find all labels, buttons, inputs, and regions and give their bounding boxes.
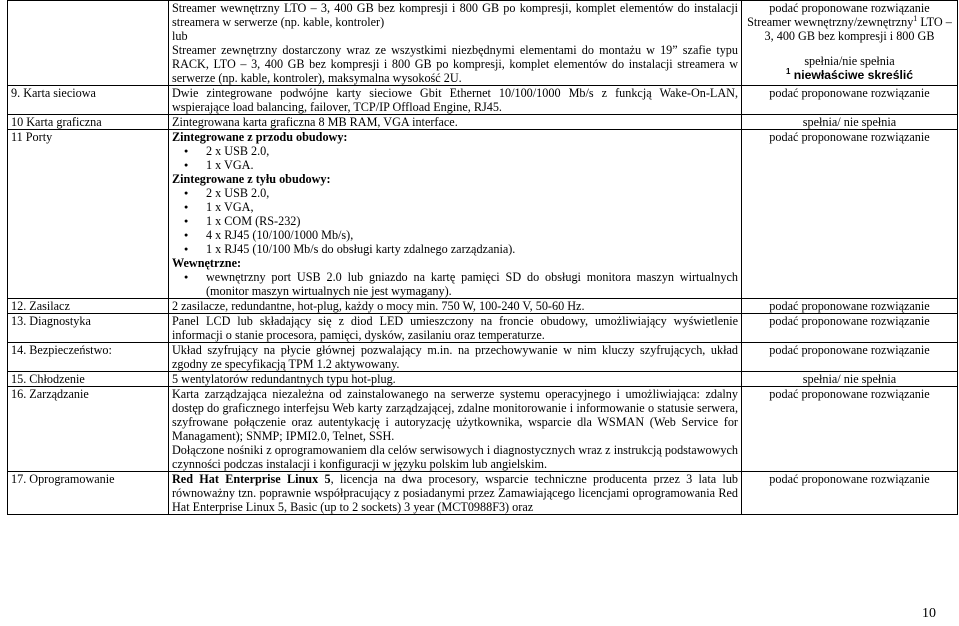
row-description: [169, 472, 742, 515]
list-item: ● wewnętrzny port USB 2.0 lub gniazdo na kartę pamięci SD do obsługi monitora maszyn wirtualnych (monitor maszyn wirtualnych nie jest wymagany).: [194, 270, 738, 298]
table-row: [8, 472, 958, 515]
row-answer: [742, 1, 958, 86]
row-answer: podać proponowane rozwiązanie: [742, 86, 958, 115]
row-label: 15. Chłodzenie: [8, 372, 169, 387]
description-text: Karta zarządzająca niezależna od zainstalowanego na serwerze systemu operacyjnego i umożliwiająca: zdalny dostęp do graficznego interfejsu Web karty zarządzającej, zdalne monitorowanie i informowanie o statusie serwera, szyfrowane połączenie oraz autentykację i autoryzację użytkownika, wsparcie dla WSMAN (Web Service for Managament); SNMP; IPMI2.0, Telnet, SSH.: [172, 387, 738, 443]
section-title: Wewnętrzne:: [172, 256, 242, 270]
row-answer: podać proponowane rozwiązanie: [742, 343, 958, 372]
description-text: Dołączone nośniki z oprogramowaniem dla celów serwisowych i diagnostycznych wraz z instrukcją podstawowych czynności podczas instalacji i konfiguracji w języku polskim lub angielskim.: [172, 443, 738, 471]
port-list: [172, 144, 738, 172]
row-label: 10 Karta graficzna: [8, 115, 169, 130]
row-answer: podać proponowane rozwiązanie: [742, 387, 958, 472]
answer-text: Streamer wewnętrzny/zewnętrzny$^1$ LTO – 3, 400 GB bez kompresji i 800 GB: [747, 13, 952, 43]
row-answer: podać proponowane rozwiązanie: [742, 130, 958, 299]
row-label: 16. Zarządzanie: [8, 387, 169, 472]
list-item: ● 2 x USB 2.0,: [194, 186, 738, 200]
footnote: $^1$ niewłaściwe skreślić: [785, 66, 914, 82]
row-label: 13. Diagnostyka: [8, 314, 169, 343]
list-item: ● 2 x USB 2.0,: [194, 144, 738, 158]
port-list: [172, 186, 738, 256]
table-row: [8, 372, 958, 387]
section-title: Zintegrowane z przodu obudowy:: [172, 130, 348, 144]
row-label: 12. Zasilacz: [8, 299, 169, 314]
row-answer: podać proponowane rozwiązanie: [742, 299, 958, 314]
answer-text: spełnia/nie spełnia: [804, 54, 895, 68]
row-label: 17. Oprogramowanie: [8, 472, 169, 515]
specification-table: [7, 0, 958, 515]
row-description: Zintegrowana karta graficzna 8 MB RAM, VGA interface.: [169, 115, 742, 130]
table-row: [8, 1, 958, 86]
list-item: ● 1 x VGA.: [194, 158, 738, 172]
row-label: [8, 1, 169, 86]
row-description: [169, 1, 742, 86]
table-row: [8, 314, 958, 343]
row-label: 9. Karta sieciowa: [8, 86, 169, 115]
row-answer: podać proponowane rozwiązanie: [742, 314, 958, 343]
table-row: [8, 130, 958, 299]
answer-text: podać proponowane rozwiązanie: [769, 1, 930, 15]
row-answer: podać proponowane rozwiązanie: [742, 472, 958, 515]
list-item: ● 1 x VGA,: [194, 200, 738, 214]
product-name: Red Hat Enterprise Linux 5: [172, 472, 331, 486]
row-description: [169, 130, 742, 299]
list-item: ● 4 x RJ45 (10/100/1000 Mb/s),: [194, 228, 738, 242]
row-description: Dwie zintegrowane podwójne karty sieciowe Gbit Ethernet 10/100/1000 Mb/s z funkcją Wake-On-LAN, wspierające load balancing, failover, TCP/IP Offload Engine, RJ45.: [169, 86, 742, 115]
description-text: lub: [172, 29, 188, 43]
row-description: 2 zasilacze, redundantne, hot-plug, każdy o mocy min. 750 W, 100-240 V, 50-60 Hz.: [169, 299, 742, 314]
table-row: [8, 343, 958, 372]
description-text: , licencja na dwa procesory, wsparcie techniczne producenta przez 3 lata lub równoważny tzn. poprawnie współpracujący z posiadanymi przez Zamawiającego licencjami oprogramowania Red Hat Enterprise Linux 5, Basic (up to 2 sockets) 3 year (MCT0988F3) oraz: [172, 472, 739, 514]
row-description: Panel LCD lub składający się z diod LED umieszczony na froncie obudowy, umożliwiający wyświetlenie informacji o stanie procesora, pamięci, dysków, zasilaniu oraz temperaturze.: [169, 314, 742, 343]
list-item: ● 1 x COM (RS-232): [194, 214, 738, 228]
table-row: [8, 115, 958, 130]
table-row: [8, 387, 958, 472]
table-row: [8, 86, 958, 115]
row-label: 11 Porty: [8, 130, 169, 299]
section-title: Zintegrowane z tyłu obudowy:: [172, 172, 331, 186]
row-description: Układ szyfrujący na płycie głównej pozwalający m.in. na przechowywanie w nim kluczy szyfrujących, układ zgodny ze specyfikacją TPM 1.2 aktywowany.: [169, 343, 742, 372]
description-text: Streamer zewnętrzny dostarczony wraz ze wszystkimi niezbędnymi elementami do montażu w 19” szafie typu RACK, LTO – 3, 400 GB bez kompresji i 800 GB po kompresji, komplet elementów do instalacji streamera w serwerze (np. kable, kontroler), maksymalna wysokość 2U.: [172, 43, 738, 85]
list-item: ● 1 x RJ45 (10/100 Mb/s do obsługi karty zdalnego zarządzania).: [194, 242, 738, 256]
row-description: 5 wentylatorów redundantnych typu hot-plug.: [169, 372, 742, 387]
table-row: [8, 299, 958, 314]
row-description: [169, 387, 742, 472]
page-number: 10: [922, 606, 936, 621]
row-answer: spełnia/ nie spełnia: [742, 115, 958, 130]
description-text: Streamer wewnętrzny LTO – 3, 400 GB bez kompresji i 800 GB po kompresji, komplet elementów do instalacji streamera w serwerze (np. kable, kontroler): [172, 1, 738, 29]
port-list: [172, 270, 738, 298]
row-label: 14. Bezpieczeństwo:: [8, 343, 169, 372]
row-answer: spełnia/ nie spełnia: [742, 372, 958, 387]
